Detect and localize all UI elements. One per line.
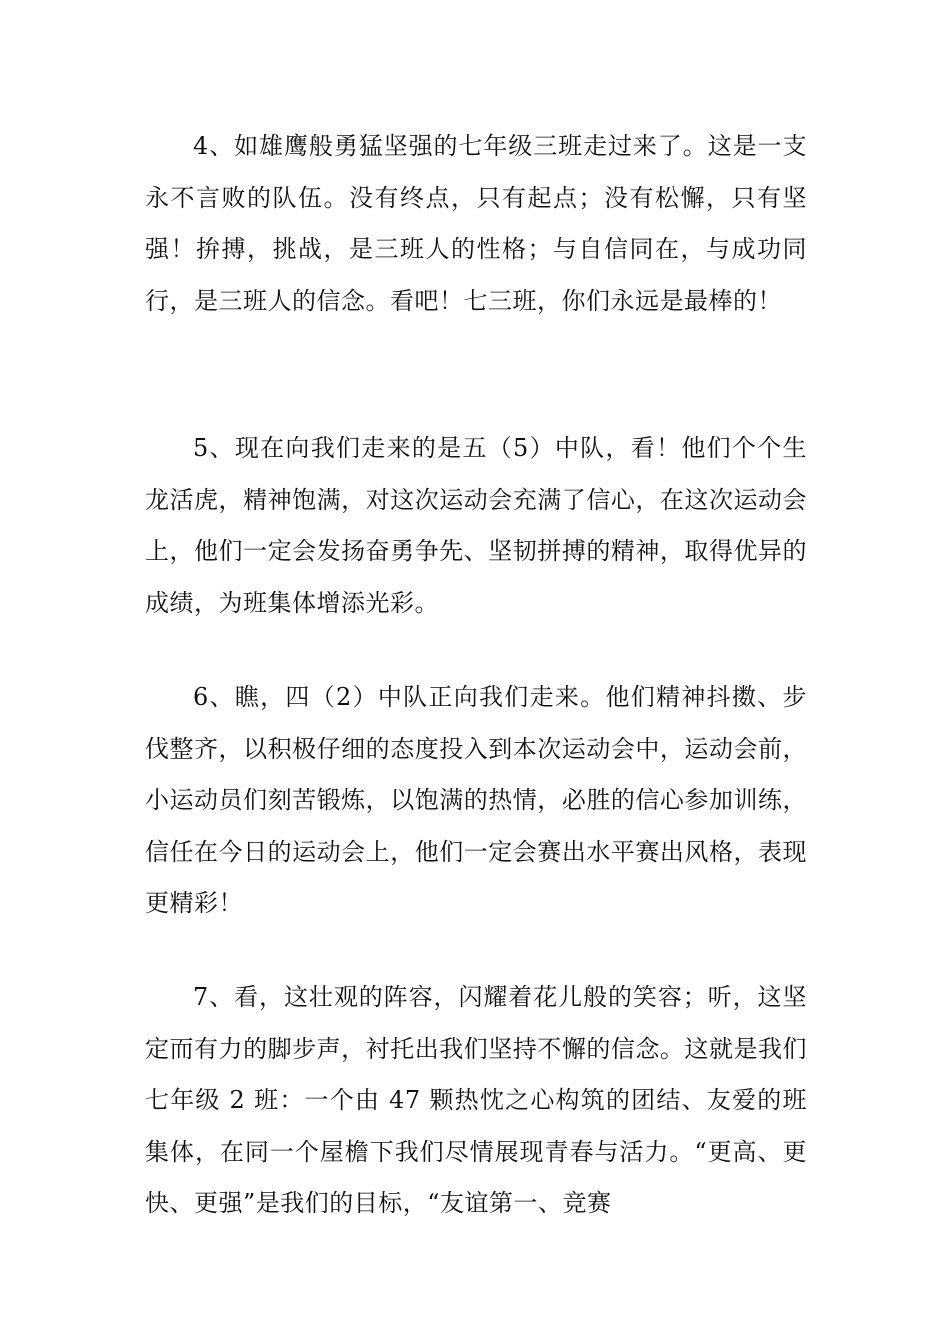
paragraph-7: 7、看，这壮观的阵容，闪耀着花儿般的笑容；听，这坚定而有力的脚步声，衬托出我们坚持不懈的信念。这就是我们七年级 2 班：一个由 47 颗热忱之心构筑的团结、友爱的班集体，在同一个屋檐下我们尽情展现青春与活力。“更高、更快、更强”是我们的目标，“友谊第一、竞赛 [145,983,807,1217]
paragraph-4: 4、如雄鹰般勇猛坚强的七年级三班走过来了。这是一支永不言败的队伍。没有终点，只有起点；没有松懈，只有坚强！拚搏，挑战，是三班人的性格；与自信同在，与成功同行，是三班人的信念。看吧！七三班，你们永远是最棒的！ [145,132,807,315]
paragraph-6: 6、瞧，四（2）中队正向我们走来。他们精神抖擞、步伐整齐，以积极仔细的态度投入到本次运动会中，运动会前，小运动员们刻苦锻炼，以饱满的热情，必胜的信心参加训练，信任在今日的运动会上，他们一定会赛出水平赛出风格，表现更精彩！ [145,683,807,917]
paragraph-5: 5、现在向我们走来的是五（5）中队，看！他们个个生龙活虎，精神饱满，对这次运动会充满了信心，在这次运动会上，他们一定会发扬奋勇争先、坚韧拼搏的精神，取得优异的成绩，为班集体增添光彩。 [145,434,807,617]
